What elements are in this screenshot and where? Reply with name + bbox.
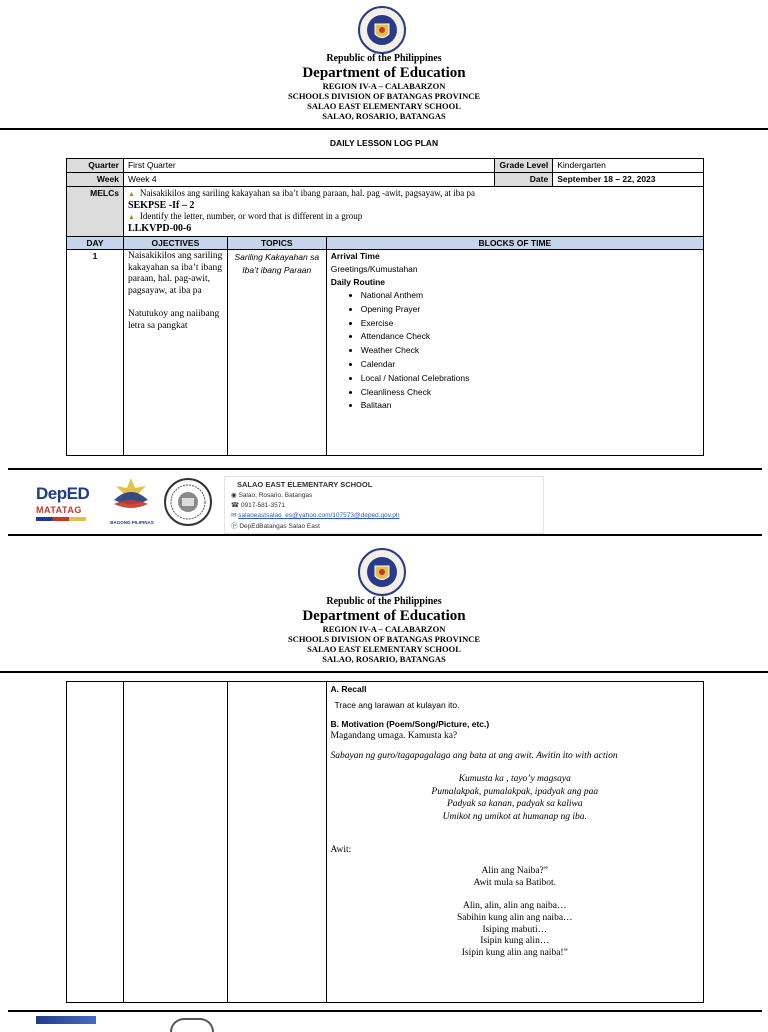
date-value: September 18 – 22, 2023 bbox=[553, 173, 704, 187]
school-seal bbox=[163, 477, 213, 527]
song-2-source: Awit mula sa Batibot. bbox=[473, 878, 557, 888]
header-line-2: SCHOOLS DIVISION OF BATANGAS PROVINCE bbox=[287, 91, 481, 101]
footer2-seal-partial bbox=[170, 1018, 214, 1032]
activities-cell bbox=[326, 682, 703, 1003]
song-2-line: Sabihin kung alin ang naiba… bbox=[456, 912, 573, 923]
arrival-title: Arrival Time bbox=[330, 251, 380, 261]
greeting-text: Magandang umaga. Kamusta ka? bbox=[330, 731, 458, 741]
school-name: SALAO EAST ELEMENTARY SCHOOL bbox=[237, 480, 373, 489]
facebook-icon: Ⓟ bbox=[231, 523, 238, 530]
melc-2: Identify the letter, number, or word that is different in a group bbox=[139, 211, 363, 221]
arrow-icon: ▲ bbox=[127, 190, 135, 198]
objectives-cell-2 bbox=[123, 682, 227, 1003]
deped-logo bbox=[36, 484, 96, 521]
routine-item: • Opening Prayer bbox=[361, 303, 699, 317]
song-2 bbox=[331, 901, 699, 960]
song-1-line: Umikot ng umikot at humanap ng iba. bbox=[442, 811, 587, 822]
topic-cell-2 bbox=[227, 682, 326, 1003]
routine-list bbox=[331, 289, 699, 413]
routine-item: • Local / National Celebrations bbox=[361, 372, 699, 386]
melc-1: Naisakikilos ang sariling kakayahan sa iba’t ibang paraan, hal. pag -awit, pagsayaw, at iba pa bbox=[139, 188, 476, 198]
song-1-line: Pumalakpak, pumalakpak, ipadyak ang paa bbox=[431, 786, 599, 797]
department-title-2: Department of Education bbox=[302, 608, 466, 624]
header-rule bbox=[0, 128, 768, 130]
song-2-line: Isiping mabuti… bbox=[482, 924, 548, 935]
week-label: Week bbox=[67, 173, 124, 187]
school-phone: 0917-581-3571 bbox=[240, 502, 286, 509]
header2-line-4: SALAO, ROSARIO, BATANGAS bbox=[322, 654, 446, 664]
song-1 bbox=[331, 773, 699, 823]
footer2-rule bbox=[8, 1010, 762, 1012]
motivation-title: B. Motivation (Poem/Song/Picture, etc.) bbox=[330, 719, 490, 729]
grade-label: Grade Level bbox=[495, 159, 553, 173]
topic-cell: Sariling Kakayahan sa Iba’t ibang Paraan bbox=[227, 250, 326, 456]
day-cell-2 bbox=[67, 682, 124, 1003]
song-2-title: Alin ang Naiba?” bbox=[481, 866, 548, 876]
song-1-line: Kumusta ka , tayo’y magsaya bbox=[458, 774, 571, 784]
header2-rule bbox=[0, 671, 768, 673]
footer-rule-top bbox=[8, 468, 762, 470]
melcs-label: MELCs bbox=[67, 187, 124, 237]
objective-1: Naisakikilos ang sariling kakayahan sa iba’t ibang paraan, hal. pag-awit, pagsayaw, at iba pa bbox=[127, 251, 223, 296]
header2-line-1: REGION IV-A – CALABARZON bbox=[322, 624, 446, 634]
recall-text: Trace ang larawan at kulayan ito. bbox=[334, 700, 460, 710]
week-value: Week 4 bbox=[123, 173, 494, 187]
header-line-3: SALAO EAST ELEMENTARY SCHOOL bbox=[307, 101, 461, 111]
routine-item: • Cleanliness Check bbox=[361, 386, 699, 400]
song-2-line: Isipin kung alin ang naiba!” bbox=[461, 948, 568, 959]
instruction-text: Sabayan ng guro/tagapagalaga ang bata at ang awit. Awitin ito with action bbox=[330, 751, 618, 761]
quarter-label: Quarter bbox=[67, 159, 124, 173]
melcs-cell bbox=[123, 187, 703, 237]
school-address: Salao, Rosario, Batangas bbox=[238, 492, 313, 499]
melc-1-code: SEKPSE -If – 2 bbox=[127, 200, 195, 211]
date-label: Date bbox=[495, 173, 553, 187]
header2-line-2: SCHOOLS DIVISION OF BATANGAS PROVINCE bbox=[287, 634, 481, 644]
grade-value: Kindergarten bbox=[553, 159, 704, 173]
routine-item: • Weather Check bbox=[361, 344, 699, 358]
republic-line: Republic of the Philippines bbox=[326, 53, 442, 64]
routine-title: Daily Routine bbox=[330, 277, 386, 287]
col-topics: TOPICS bbox=[227, 237, 326, 250]
doc-title: DAILY LESSON LOG PLAN bbox=[329, 138, 439, 148]
arrival-text: Greetings/Kumustahan bbox=[330, 264, 418, 274]
recall-title: A. Recall bbox=[330, 684, 367, 694]
header-line-4: SALAO, ROSARIO, BATANGAS bbox=[322, 111, 446, 121]
arrow-icon: ▲ bbox=[127, 213, 135, 221]
routine-item: • Attendance Check bbox=[361, 330, 699, 344]
department-title: Department of Education bbox=[302, 65, 466, 81]
col-blocks: BLOCKS OF TIME bbox=[326, 237, 703, 250]
day-number: 1 bbox=[67, 250, 124, 456]
email-icon: ✉ bbox=[231, 512, 237, 519]
col-day: DAY bbox=[67, 237, 124, 250]
location-icon: ◉ bbox=[231, 492, 237, 499]
deped-seal-top bbox=[357, 5, 407, 55]
col-objectives: OJECTIVES bbox=[123, 237, 227, 250]
quarter-value: First Quarter bbox=[123, 159, 494, 173]
melc-2-code: LLKVPD-00-6 bbox=[127, 223, 192, 234]
routine-item: • Balitaan bbox=[361, 399, 699, 413]
footer-rule-bottom bbox=[8, 534, 762, 536]
song-2-header bbox=[331, 865, 699, 889]
routine-item: • Exercise bbox=[361, 317, 699, 331]
footer2-partial bbox=[36, 1016, 96, 1024]
school-email[interactable]: salaoeastsalao_es@yahoo.com/107573@deped.gov.ph bbox=[238, 512, 400, 519]
song-2-line: Isipin kung alin… bbox=[480, 936, 550, 947]
routine-item: • Calendar bbox=[361, 358, 699, 372]
bagong-pilipinas-logo bbox=[106, 474, 156, 520]
phone-icon: ☎ bbox=[231, 502, 240, 509]
awit-label: Awit: bbox=[330, 845, 352, 855]
song-2-line: Alin, alin, alin ang naiba… bbox=[463, 901, 567, 911]
school-contact-box bbox=[224, 476, 544, 534]
header2-line-3: SALAO EAST ELEMENTARY SCHOOL bbox=[307, 644, 461, 654]
song-1-line: Padyak sa kanan, padyak sa kaliwa bbox=[446, 799, 583, 809]
blocks-cell bbox=[326, 250, 703, 456]
header-line-1: REGION IV-A – CALABARZON bbox=[322, 81, 446, 91]
republic-line-2: Republic of the Philippines bbox=[326, 596, 442, 607]
school-facebook[interactable]: DepEdBatangas Salao East bbox=[239, 523, 320, 530]
objective-2: Natutukoy ang naiibang letra sa pangkat bbox=[127, 309, 220, 331]
objectives-cell bbox=[123, 250, 227, 456]
matatag-text: MATATAG bbox=[36, 505, 82, 515]
routine-item: • National Anthem bbox=[361, 289, 699, 303]
deped-seal-page2 bbox=[357, 547, 407, 597]
lesson-table-page2 bbox=[66, 681, 704, 1003]
lesson-table bbox=[66, 158, 704, 456]
bagong-pilipinas-text: BAGONG PILIPINAS bbox=[110, 520, 154, 525]
deped-logo-text: DepED bbox=[36, 484, 90, 503]
